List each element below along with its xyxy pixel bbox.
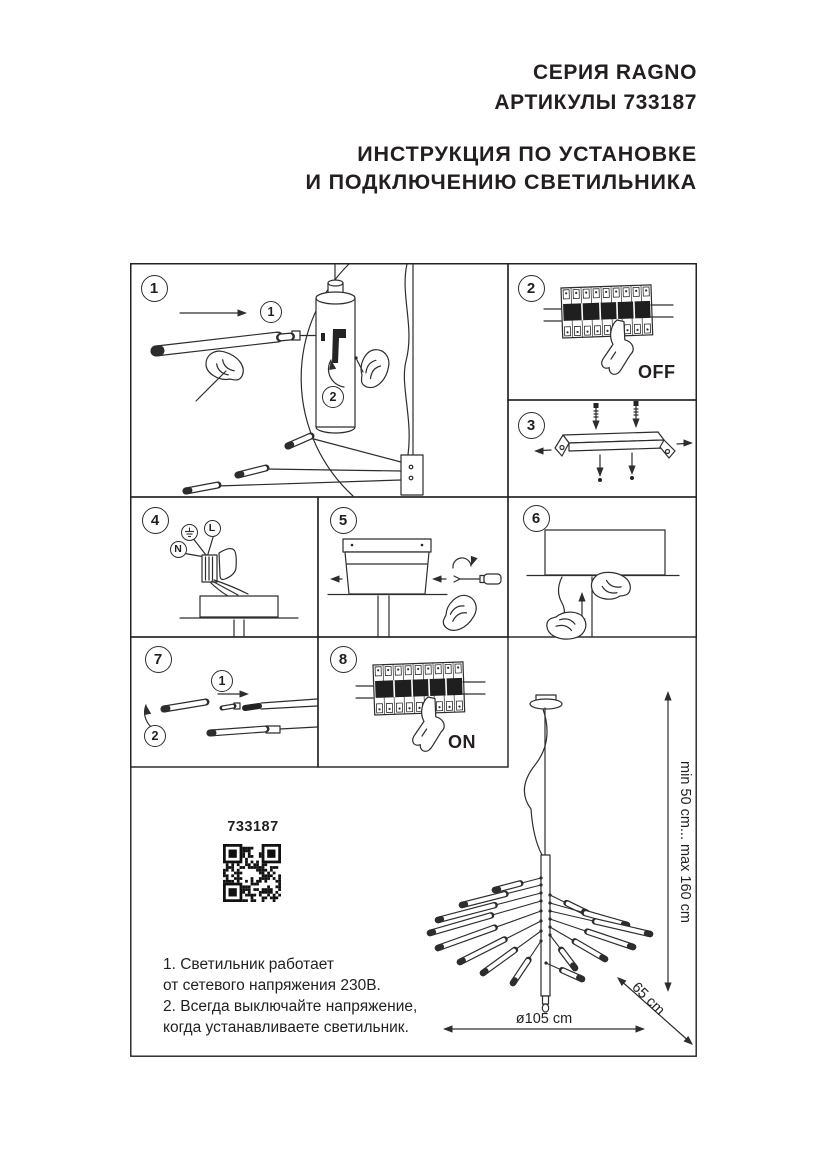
step4-label: 4 [150,511,160,529]
neutral-terminal-label: N [170,541,187,558]
step3-drawing [534,401,693,482]
note-line-4: когда устанавливаете светильник. [163,1019,409,1036]
mounting-plate [219,549,236,580]
step3-number [518,412,545,439]
note-line-3: 2. Всегда выключайте напряжение, [163,998,418,1015]
power-cord [524,709,547,855]
step6-number [523,505,550,532]
articles-title: АРТИКУЛЫ 733187 [494,91,697,114]
cable-holder [401,455,423,495]
document-header [306,58,697,196]
note-line-2: от сетевого напряжения 230В. [163,977,381,994]
step2-number [518,275,545,302]
step2-label: 2 [526,279,536,297]
series-title: СЕРИЯ RAGNO [533,61,697,84]
ceiling-box [545,530,665,575]
step8-label: 8 [338,650,348,668]
lamp-tubes [430,876,650,983]
rotate-arrow [453,558,471,568]
safety-notes [163,954,417,1038]
step1-label: 1 [149,279,159,297]
breaker-on-label: ON [448,732,476,752]
step7-number [145,646,172,673]
step1-callout-1: 1 [260,301,282,323]
line-terminal-label: L [204,520,221,537]
connector [245,706,259,708]
step3-label: 3 [526,416,536,434]
insert-arrow [240,690,250,697]
screwdriver-icon [454,574,501,584]
insert-arrow [238,309,248,316]
step7-callout-2: 2 [144,725,166,747]
step5-number [330,507,357,534]
step1-number [141,275,168,302]
step6-label: 6 [531,509,541,527]
step5-label: 5 [338,511,348,529]
power-cord [404,264,409,455]
step6-drawing [527,530,679,643]
screw-icon [632,401,639,428]
screw-icon [592,403,599,430]
step1-callout-2: 2 [322,386,344,408]
tube-capsules [153,337,311,734]
series-title-block [306,58,697,118]
earth-ground-icon [184,527,195,538]
breaker-off-label: OFF [638,362,676,382]
diameter-dimension: ø105 cm [515,1011,573,1027]
canopy-box [200,596,278,617]
right-hand-icon [351,345,396,393]
step4-drawing [180,534,298,636]
line-art [130,263,697,1057]
height-dimension-arrow [664,691,671,992]
qr-code-image [223,844,281,902]
step1-drawing [180,264,423,496]
instruction-title-line1: ИНСТРУКЦИЯ ПО УСТАНОВКЕ [357,142,697,166]
article-number: 733187 [227,819,279,835]
hand-icon [435,590,483,635]
step7-label: 7 [153,650,163,668]
depth-dimension: 65 cm [628,979,668,1019]
instruction-title-line2: И ПОДКЛЮЧЕНИЮ СВЕТИЛЬНИКА [305,170,697,194]
canopy-box [345,552,429,594]
center-rod [541,855,550,996]
step4-number [142,507,169,534]
note-line-1: 1. Светильник работает [163,956,334,973]
instruction-title-block [306,140,697,196]
qr-code [223,844,281,902]
height-range-dimension: min 50 cm... max 160 cm [677,761,693,923]
earth-terminal-label [181,524,198,541]
diagram-board [130,263,697,1057]
step5-drawing [328,539,501,636]
step7-callout-1: 1 [211,670,233,692]
step8-number [330,646,357,673]
